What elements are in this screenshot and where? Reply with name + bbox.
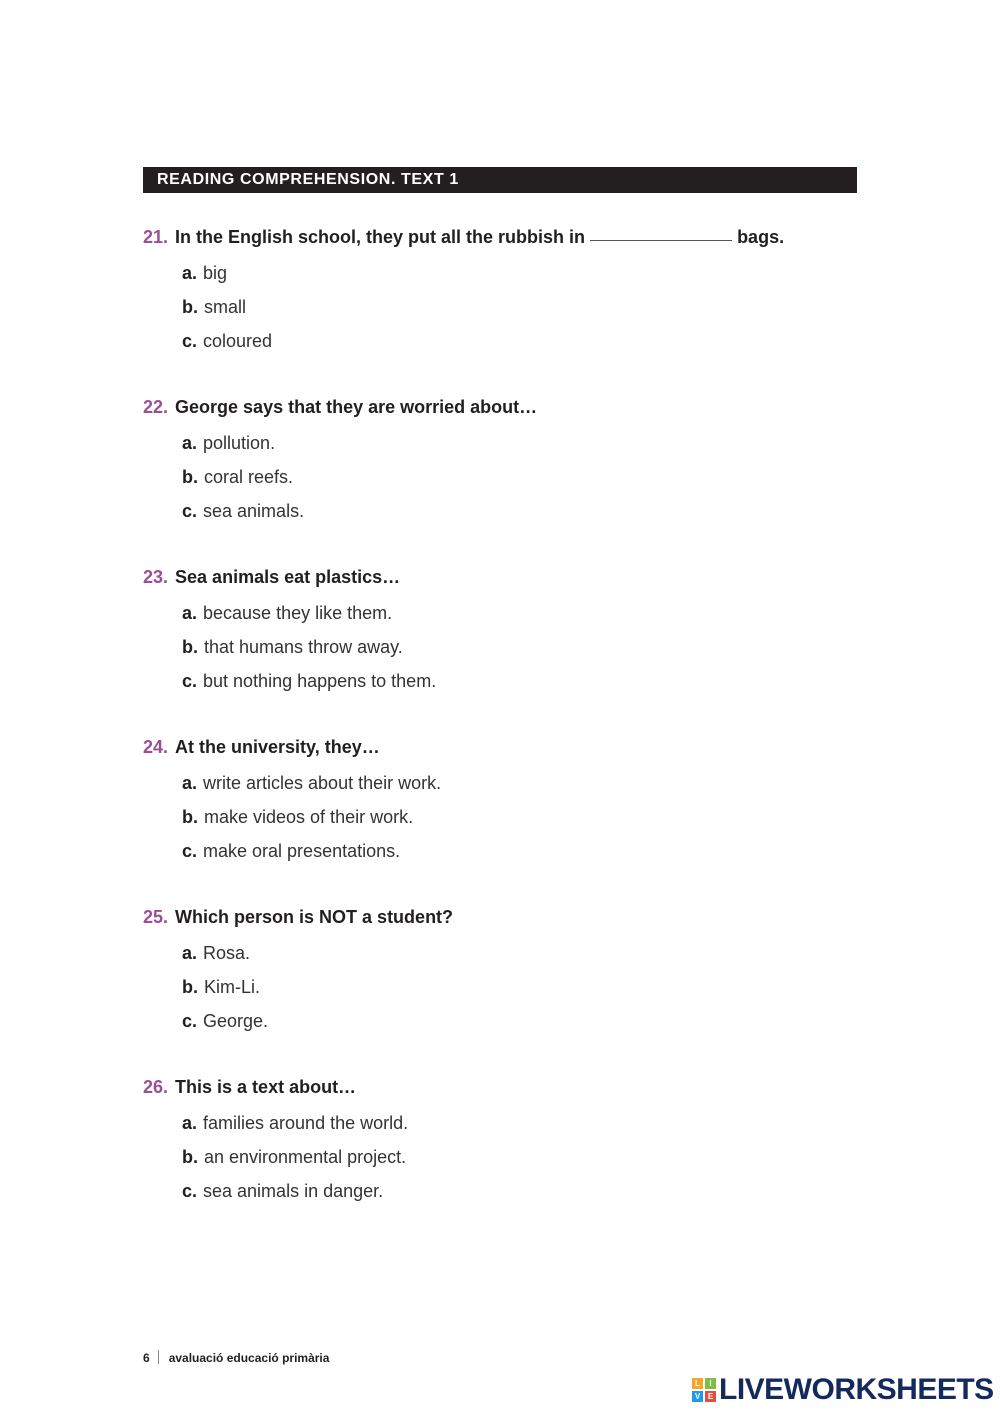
option-b[interactable] xyxy=(182,1147,857,1181)
option-text: make oral presentations. xyxy=(203,841,401,861)
question-number: 26. xyxy=(143,1077,169,1097)
option-a[interactable] xyxy=(182,1113,857,1147)
option-text: sea animals in danger. xyxy=(203,1181,384,1201)
option-c[interactable] xyxy=(182,501,857,535)
option-text: write articles about their work. xyxy=(203,773,442,793)
page-footer xyxy=(143,1350,329,1365)
option-c[interactable] xyxy=(182,1011,857,1045)
question-number: 23. xyxy=(143,567,169,587)
option-b[interactable] xyxy=(182,297,857,331)
option-letter: b. xyxy=(182,467,198,487)
liveworksheets-logo[interactable] xyxy=(692,1372,994,1408)
option-text: George. xyxy=(203,1011,269,1031)
option-letter: c. xyxy=(182,501,198,521)
option-text: pollution. xyxy=(203,433,276,453)
question-prompt xyxy=(143,396,857,418)
option-letter: c. xyxy=(182,671,198,691)
question-text: In the English school, they put all the rubbish in xyxy=(175,227,586,247)
question-22 xyxy=(143,396,857,535)
option-letter: a. xyxy=(182,1113,198,1133)
section-header xyxy=(143,167,857,193)
question-text: George says that they are worried about… xyxy=(175,397,538,417)
option-text: sea animals. xyxy=(203,501,305,521)
option-letter: c. xyxy=(182,1181,198,1201)
option-c[interactable] xyxy=(182,671,857,705)
answer-blank[interactable] xyxy=(590,226,732,241)
option-text: that humans throw away. xyxy=(204,637,403,657)
logo-mark-tile: I xyxy=(705,1378,716,1389)
option-a[interactable] xyxy=(182,773,857,807)
footer-divider xyxy=(158,1350,159,1364)
option-c[interactable] xyxy=(182,841,857,875)
option-letter: a. xyxy=(182,263,198,283)
option-letter: a. xyxy=(182,773,198,793)
question-prompt xyxy=(143,1076,857,1098)
question-prompt xyxy=(143,906,857,928)
question-25 xyxy=(143,906,857,1045)
options-list xyxy=(182,603,857,705)
option-text: small xyxy=(204,297,247,317)
question-text: Sea animals eat plastics… xyxy=(175,567,401,587)
logo-mark-icon xyxy=(692,1378,716,1402)
option-text: big xyxy=(203,263,228,283)
option-text: coloured xyxy=(203,331,273,351)
section-title: READING COMPREHENSION. TEXT 1 xyxy=(157,171,459,188)
option-letter: b. xyxy=(182,1147,198,1167)
option-a[interactable] xyxy=(182,943,857,977)
option-text: make videos of their work. xyxy=(204,807,414,827)
question-prompt xyxy=(143,566,857,588)
option-letter: a. xyxy=(182,433,198,453)
logo-mark-tile: E xyxy=(705,1391,716,1402)
option-letter: c. xyxy=(182,841,198,861)
option-b[interactable] xyxy=(182,637,857,671)
option-a[interactable] xyxy=(182,433,857,467)
option-text: Rosa. xyxy=(203,943,251,963)
options-list xyxy=(182,773,857,875)
option-text: but nothing happens to them. xyxy=(203,671,437,691)
option-letter: c. xyxy=(182,331,198,351)
option-text: Kim-Li. xyxy=(204,977,261,997)
question-prompt xyxy=(143,226,857,248)
option-a[interactable] xyxy=(182,603,857,637)
option-b[interactable] xyxy=(182,467,857,501)
option-letter: b. xyxy=(182,297,198,317)
options-list xyxy=(182,943,857,1045)
option-letter: b. xyxy=(182,637,198,657)
option-letter: b. xyxy=(182,807,198,827)
question-number: 22. xyxy=(143,397,169,417)
logo-mark-tile: L xyxy=(692,1378,703,1389)
question-text: This is a text about… xyxy=(175,1077,357,1097)
options-list xyxy=(182,1113,857,1215)
option-b[interactable] xyxy=(182,977,857,1011)
option-text: families around the world. xyxy=(203,1113,409,1133)
question-text: Which person is NOT a student? xyxy=(175,907,454,927)
question-24 xyxy=(143,736,857,875)
option-c[interactable] xyxy=(182,1181,857,1215)
option-a[interactable] xyxy=(182,263,857,297)
page-number: 6 xyxy=(143,1351,150,1365)
question-number: 24. xyxy=(143,737,169,757)
option-letter: c. xyxy=(182,1011,198,1031)
option-b[interactable] xyxy=(182,807,857,841)
options-list xyxy=(182,263,857,365)
logo-mark-tile: V xyxy=(692,1391,703,1402)
question-text: At the university, they… xyxy=(175,737,380,757)
publication-name: avaluació educació primària xyxy=(168,1351,330,1365)
option-text: because they like them. xyxy=(203,603,393,623)
question-number: 21. xyxy=(143,227,169,247)
options-list xyxy=(182,433,857,535)
option-letter: b. xyxy=(182,977,198,997)
question-prompt xyxy=(143,736,857,758)
question-number: 25. xyxy=(143,907,169,927)
question-21 xyxy=(143,226,857,365)
logo-text: LIVEWORKSHEETS xyxy=(719,1373,994,1406)
question-text-end: bags. xyxy=(737,227,785,247)
option-c[interactable] xyxy=(182,331,857,365)
question-26 xyxy=(143,1076,857,1215)
option-letter: a. xyxy=(182,603,198,623)
option-text: an environmental project. xyxy=(204,1147,407,1167)
option-text: coral reefs. xyxy=(204,467,294,487)
option-letter: a. xyxy=(182,943,198,963)
question-23 xyxy=(143,566,857,705)
